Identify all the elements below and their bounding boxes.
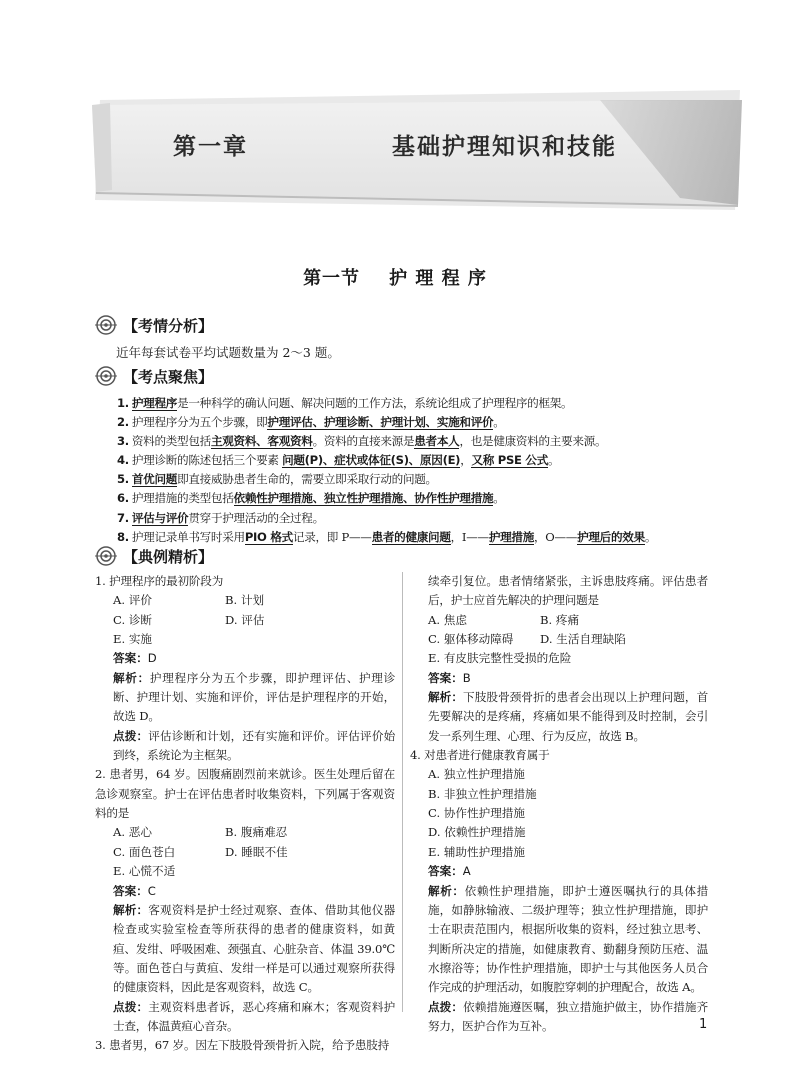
page-number: 1	[699, 1017, 708, 1032]
point-text: 即直接威胁患者生命的，需要立即采取行动的问题。	[177, 472, 437, 487]
chapter-title: 第一章 基础护理知识和技能	[172, 134, 618, 160]
point-text: 。	[493, 415, 505, 430]
point-number: 4.	[117, 453, 129, 468]
column-divider	[402, 572, 403, 1012]
point-text: ，	[460, 453, 472, 468]
analysis-label: 解析：	[113, 670, 150, 685]
option: B. 非独立性护理措施	[428, 786, 537, 801]
answer-label: 答案：	[113, 883, 148, 898]
key-phrase: 护理措施	[488, 529, 534, 544]
option: A. 焦虑	[428, 612, 467, 627]
focus-point	[117, 451, 737, 470]
tip-body: 主观资料患者诉，恶心疼痛和麻木；客观资料护士查，体温黄疸心音杂。	[113, 999, 395, 1033]
tip-label: 点拨：	[428, 999, 464, 1014]
point-number: 2.	[117, 415, 129, 430]
banner-background	[0, 0, 790, 210]
examples-title: 【典例精析】	[123, 547, 214, 566]
analysis-body: 客观资料是护士经过观察、查体、借助其他仪器检查或实验室检查等所获得的患者的健康资料，如黄疸、发绀、呼吸困难、颈强直、心脏杂音、体温 39.0℃等。面色苍白与黄疸、发绀一样是可以通过观察所获得的健康资料，因此是客观资料，故选 C。	[113, 902, 395, 995]
analysis-header	[95, 314, 213, 336]
chapter-banner	[0, 0, 790, 210]
focus-point	[117, 509, 737, 528]
option-row	[95, 843, 395, 862]
question-stem: 3. 患者男，67 岁。因左下肢股骨颈骨折入院，给予患肢持	[95, 1038, 390, 1053]
key-phrase: 患者的健康问题	[371, 529, 451, 544]
point-number: 5.	[117, 472, 129, 487]
answer-label: 答案：	[428, 670, 463, 685]
key-phrase: 主观资料、客观资料	[210, 434, 313, 449]
option: A. 独立性护理措施	[428, 767, 525, 782]
tip-paragraph	[95, 727, 395, 766]
left-column	[95, 572, 395, 1056]
option: C. 躯体移动障碍	[428, 632, 514, 647]
option: B. 计划	[225, 593, 265, 608]
focus-point	[117, 432, 737, 451]
point-text: 贯穿于护理活动的全过程。	[188, 510, 324, 525]
focus-title: 【考点聚焦】	[123, 367, 214, 386]
question-stem: 2. 患者男，64 岁。因腹痛剧烈前来就诊。医生处理后留在急诊观察室。护士在评估患者时收集资料，下列属于客观资料的是	[95, 767, 395, 821]
tip-label: 点拨：	[113, 999, 149, 1014]
point-text: ，I——	[450, 529, 489, 544]
option-row	[410, 630, 708, 649]
point-text: 护理程序分为五个步骤，即	[131, 415, 268, 430]
tip-body: 依赖措施遵医嘱，独立措施护做主，协作措施齐努力，医护合作为互补。	[428, 999, 708, 1033]
option-row	[410, 611, 708, 630]
focus-point	[117, 394, 737, 413]
question-stem: 1. 护理程序的最初阶段为	[95, 574, 224, 588]
point-number: 8.	[117, 529, 129, 544]
key-phrase: 护理评估、护理诊断、护理计划、实施和评价	[267, 415, 494, 430]
focus-point	[117, 413, 737, 432]
key-phrase: 评估与评价	[131, 510, 189, 525]
point-text: 护理记录单书写时采用	[131, 529, 245, 544]
point-text: ，O——	[534, 529, 578, 544]
point-text: 资料的类型包括	[131, 434, 211, 449]
option: D. 生活自理缺陷	[540, 632, 626, 647]
analysis-text: 近年每套试卷平均试题数量为 2～3 题。	[116, 345, 340, 360]
analysis-paragraph	[410, 688, 708, 746]
tip-paragraph	[410, 998, 708, 1037]
option: B. 腹痛难忍	[225, 825, 288, 840]
analysis-label: 解析：	[428, 883, 465, 898]
option: C. 诊断	[113, 612, 153, 627]
answer-value: C	[147, 883, 156, 898]
analysis-paragraph	[95, 901, 395, 998]
key-phrase: 又称 PSE 公式	[471, 453, 548, 468]
point-text: ，也是健康资料的主要来源。	[459, 434, 607, 449]
right-column	[410, 572, 708, 1036]
point-number: 3.	[117, 434, 129, 449]
option: D. 评估	[225, 612, 265, 627]
option: E. 有皮肤完整性受损的危险	[428, 651, 572, 666]
point-number: 6.	[117, 491, 129, 506]
point-text: 护理诊断的陈述包括三个要素	[131, 453, 283, 468]
analysis-label: 解析：	[113, 902, 149, 917]
section-title: 第一节 护 理 程 序	[303, 268, 487, 289]
key-phrase: 依赖性护理措施、独立性护理措施、协作性护理措施	[233, 491, 494, 506]
point-number: 1.	[117, 396, 129, 410]
point-text: 记录，即 P——	[292, 529, 372, 544]
analysis-label: 解析：	[428, 690, 464, 705]
key-phrase: 护理程序	[131, 396, 178, 410]
question-stem-continued: 续牵引复位。患者情绪紧张，主诉患肢疼痛。评估患者后，护士应首先解决的护理问题是	[428, 574, 708, 608]
point-text: 。	[644, 529, 657, 544]
answer-value: A	[462, 864, 471, 879]
focus-point	[117, 528, 737, 547]
answer-value: D	[147, 651, 157, 666]
key-phrase: 首优问题	[131, 472, 178, 487]
answer	[95, 649, 395, 668]
question-stem: 4. 对患者进行健康教育属于	[410, 748, 550, 763]
option-row	[95, 591, 395, 610]
analysis-body: 下肢股骨颈骨折的患者会出现以上护理问题，首先要解决的是疼痛，疼痛如果不能得到及时控制，会引发一系列生理、心理、行为反应，故选 B。	[428, 690, 708, 743]
answer-label: 答案：	[113, 651, 148, 666]
analysis-paragraph	[95, 669, 395, 727]
target-icon	[95, 545, 117, 567]
key-phrase: PIO 格式	[244, 529, 293, 544]
key-phrase: 问题(P)、症状或体征(S)、原因(E)	[282, 453, 461, 468]
tip-paragraph	[95, 998, 395, 1037]
point-text: 是一种科学的确认问题、解决问题的工作方法，系统论组成了护理程序的框架。	[177, 396, 573, 410]
focus-point	[117, 470, 737, 489]
answer	[410, 862, 708, 881]
option: D. 睡眠不佳	[225, 844, 288, 859]
option: C. 面色苍白	[113, 844, 176, 859]
option: A. 评价	[113, 593, 152, 608]
focus-points-list	[117, 394, 737, 547]
key-phrase: 护理后的效果	[577, 529, 645, 544]
tip-body: 评估诊断和计划，还有实施和评价。评估评价始到终，系统论为主框架。	[113, 728, 395, 763]
answer-label: 答案：	[428, 864, 463, 879]
answer-value: B	[462, 670, 471, 685]
analysis-body: 护理程序分为五个步骤，即护理评估、护理诊断、护理计划、实施和评价，评估是护理程序的开始，故选 D。	[113, 670, 395, 724]
answer	[95, 882, 395, 901]
option-row	[95, 611, 395, 630]
option: E. 辅助性护理措施	[428, 844, 525, 859]
key-phrase: 患者本人	[414, 434, 460, 449]
option: A. 恶心	[113, 825, 152, 840]
point-text: 。	[493, 491, 505, 506]
option: E. 心慌不适	[113, 864, 176, 879]
answer	[410, 669, 708, 688]
examples-header	[95, 545, 213, 567]
option: C. 协作性护理措施	[428, 806, 525, 821]
analysis-title: 【考情分析】	[123, 316, 214, 335]
target-icon	[95, 365, 117, 387]
option: B. 疼痛	[540, 612, 580, 627]
point-text: 护理措施的类型包括	[131, 491, 234, 506]
option: D. 依赖性护理措施	[428, 825, 526, 840]
focus-point	[117, 489, 737, 508]
point-text: 。资料的直接来源是	[312, 434, 415, 449]
option: E. 实施	[113, 632, 153, 647]
target-icon	[95, 314, 117, 336]
point-number: 7.	[117, 510, 129, 525]
analysis-paragraph	[410, 882, 708, 998]
option-row	[95, 823, 395, 842]
point-text: 。	[548, 453, 560, 468]
focus-header	[95, 365, 213, 387]
tip-label: 点拨：	[113, 728, 149, 743]
analysis-body: 依赖性护理措施，即护士遵医嘱执行的具体措施，如静脉输液、二级护理等；独立性护理措施，即护士在职责范围内，根据所收集的资料，经过独立思考、判断所决定的措施，如健康教育、勤翻身预防压疮、温水擦浴等；协作性护理措施，即护士与其他医务人员合作完成的护理活动，如腹腔穿刺的护理配合，故选 A。	[428, 883, 708, 995]
